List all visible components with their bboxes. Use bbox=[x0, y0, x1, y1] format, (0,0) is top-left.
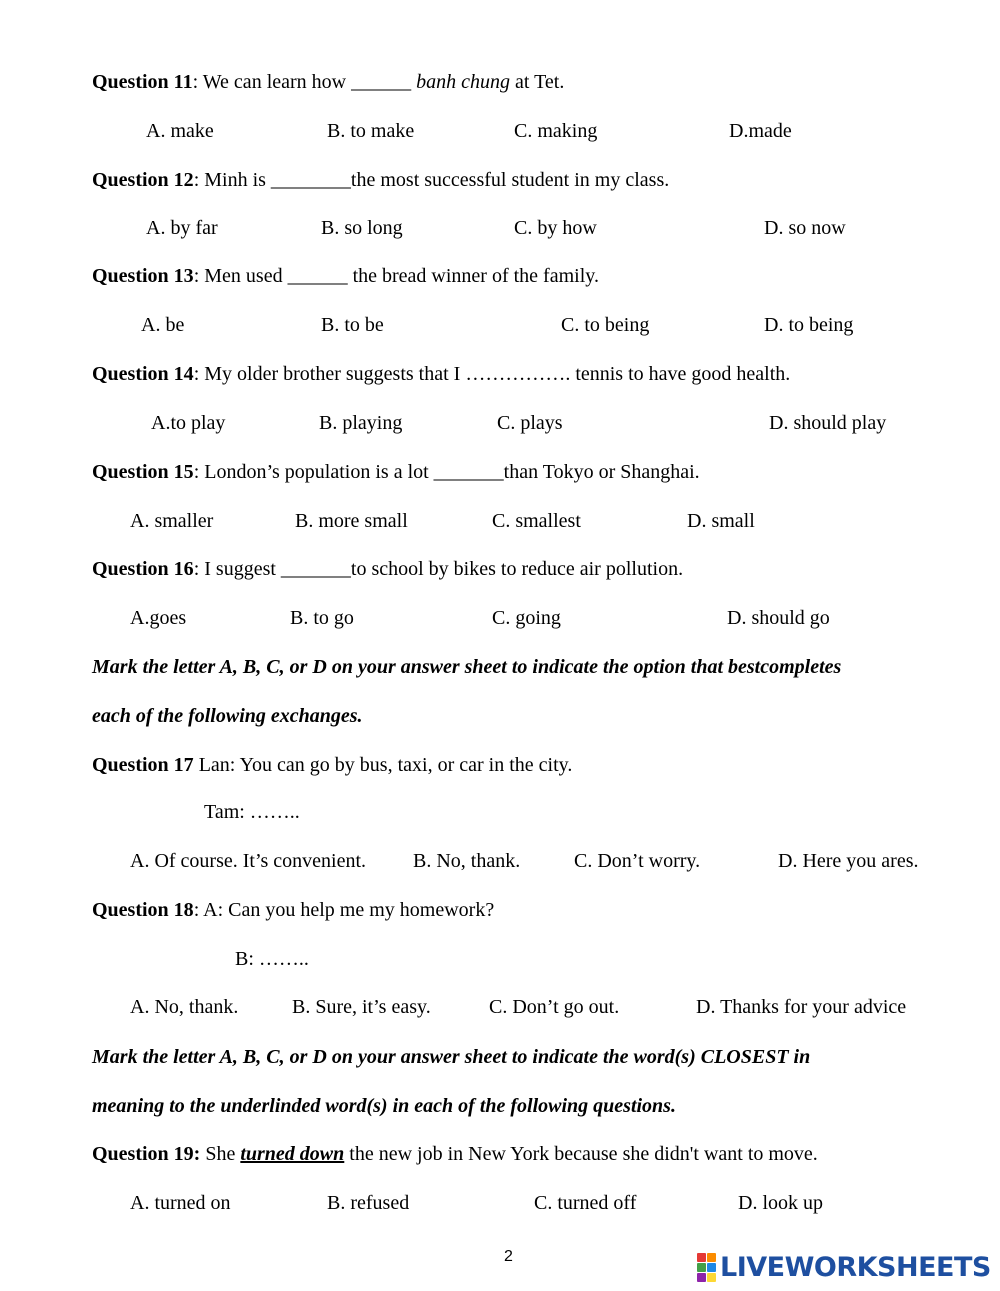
question-13: Question 13: Men used ______ the bread winner of the family. bbox=[92, 265, 599, 287]
option-c[interactable]: C. to being bbox=[561, 314, 650, 336]
option-a[interactable]: A. be bbox=[141, 314, 185, 336]
option-b[interactable]: B. to be bbox=[321, 314, 384, 336]
question-11: Question 11: We can learn how ______ banh chung at Tet. bbox=[92, 71, 565, 93]
option-a[interactable]: A. smaller bbox=[130, 510, 214, 532]
question-label: Question 15 bbox=[92, 461, 194, 483]
question-18: Question 18: A: Can you help me my homework? bbox=[92, 899, 495, 921]
logo-text: LIVEWORKSHEETS bbox=[720, 1251, 991, 1283]
question-label: Question 17 bbox=[92, 754, 194, 776]
option-c[interactable]: C. plays bbox=[497, 412, 563, 434]
logo-square bbox=[697, 1273, 706, 1282]
option-d[interactable]: D. should go bbox=[727, 607, 830, 629]
option-d[interactable]: D. Here you ares. bbox=[778, 850, 919, 872]
option-b[interactable]: B. playing bbox=[319, 412, 403, 434]
logo-square bbox=[707, 1263, 716, 1272]
question-label: Question 11 bbox=[92, 71, 193, 93]
option-b[interactable]: B. Sure, it’s easy. bbox=[292, 996, 431, 1018]
option-c[interactable]: C. Don’t go out. bbox=[489, 996, 620, 1018]
underlined-phrase: turned down bbox=[240, 1143, 345, 1165]
question-19: Question 19: She turned down the new job in New York because she didn't want to move. bbox=[92, 1143, 818, 1165]
question-label: Question 13 bbox=[92, 265, 194, 287]
instruction-closest-line-2: meaning to the underlinded word(s) in each of the following questions. bbox=[92, 1095, 676, 1117]
option-d[interactable]: D. should play bbox=[769, 412, 887, 434]
question-label: Question 19: bbox=[92, 1143, 201, 1165]
option-a[interactable]: A. No, thank. bbox=[130, 996, 239, 1018]
option-b[interactable]: B. refused bbox=[327, 1192, 410, 1214]
option-d[interactable]: D. look up bbox=[738, 1192, 823, 1214]
option-a[interactable]: A. Of course. It’s convenient. bbox=[130, 850, 367, 872]
option-d[interactable]: D. Thanks for your advice bbox=[696, 996, 907, 1018]
question-12: Question 12: Minh is ________the most successful student in my class. bbox=[92, 169, 670, 191]
logo-square bbox=[707, 1253, 716, 1262]
option-b[interactable]: B. to make bbox=[327, 120, 415, 142]
option-b[interactable]: B. to go bbox=[290, 607, 354, 629]
option-d[interactable]: D. to being bbox=[764, 314, 854, 336]
question-14: Question 14: My older brother suggests that I ……………. tennis to have good health. bbox=[92, 363, 791, 385]
instruction-exchanges-line-1: Mark the letter A, B, C, or D on your answer sheet to indicate the option that bestcompletes bbox=[92, 656, 842, 678]
option-a[interactable]: A.to play bbox=[151, 412, 226, 434]
option-c[interactable]: C. making bbox=[514, 120, 598, 142]
option-a[interactable]: A. make bbox=[146, 120, 214, 142]
option-d[interactable]: D. so now bbox=[764, 217, 846, 239]
question-15: Question 15: London’s population is a lot _______than Tokyo or Shanghai. bbox=[92, 461, 700, 483]
option-c[interactable]: C. by how bbox=[514, 217, 597, 239]
option-c[interactable]: C. turned off bbox=[534, 1192, 637, 1214]
option-a[interactable]: A.goes bbox=[130, 607, 187, 629]
option-a[interactable]: A. turned on bbox=[130, 1192, 231, 1214]
question-label: Question 18 bbox=[92, 899, 194, 921]
dialogue-reply: B: …….. bbox=[235, 948, 309, 970]
logo-squares-icon bbox=[697, 1253, 716, 1282]
question-16: Question 16: I suggest _______to school by bikes to reduce air pollution. bbox=[92, 558, 684, 580]
liveworksheets-logo[interactable] bbox=[697, 1251, 991, 1283]
page-number: 2 bbox=[504, 1248, 513, 1265]
instruction-exchanges-line-2: each of the following exchanges. bbox=[92, 705, 363, 727]
option-b[interactable]: B. more small bbox=[295, 510, 408, 532]
option-b[interactable]: B. No, thank. bbox=[413, 850, 521, 872]
option-b[interactable]: B. so long bbox=[321, 217, 403, 239]
logo-square bbox=[697, 1263, 706, 1272]
option-d[interactable]: D.made bbox=[729, 120, 792, 142]
logo-square bbox=[697, 1253, 706, 1262]
question-label: Question 16 bbox=[92, 558, 194, 580]
option-c[interactable]: C. smallest bbox=[492, 510, 581, 532]
option-c[interactable]: C. Don’t worry. bbox=[574, 850, 701, 872]
instruction-closest-line-1: Mark the letter A, B, C, or D on your answer sheet to indicate the word(s) CLOSEST in bbox=[92, 1046, 811, 1068]
question-label: Question 14 bbox=[92, 363, 194, 385]
option-a[interactable]: A. by far bbox=[146, 217, 218, 239]
option-d[interactable]: D. small bbox=[687, 510, 755, 532]
option-c[interactable]: C. going bbox=[492, 607, 561, 629]
question-17: Question 17 Lan: You can go by bus, taxi, or car in the city. bbox=[92, 754, 573, 776]
logo-square bbox=[707, 1273, 716, 1282]
dialogue-reply: Tam: …….. bbox=[204, 801, 300, 823]
question-label: Question 12 bbox=[92, 169, 194, 191]
